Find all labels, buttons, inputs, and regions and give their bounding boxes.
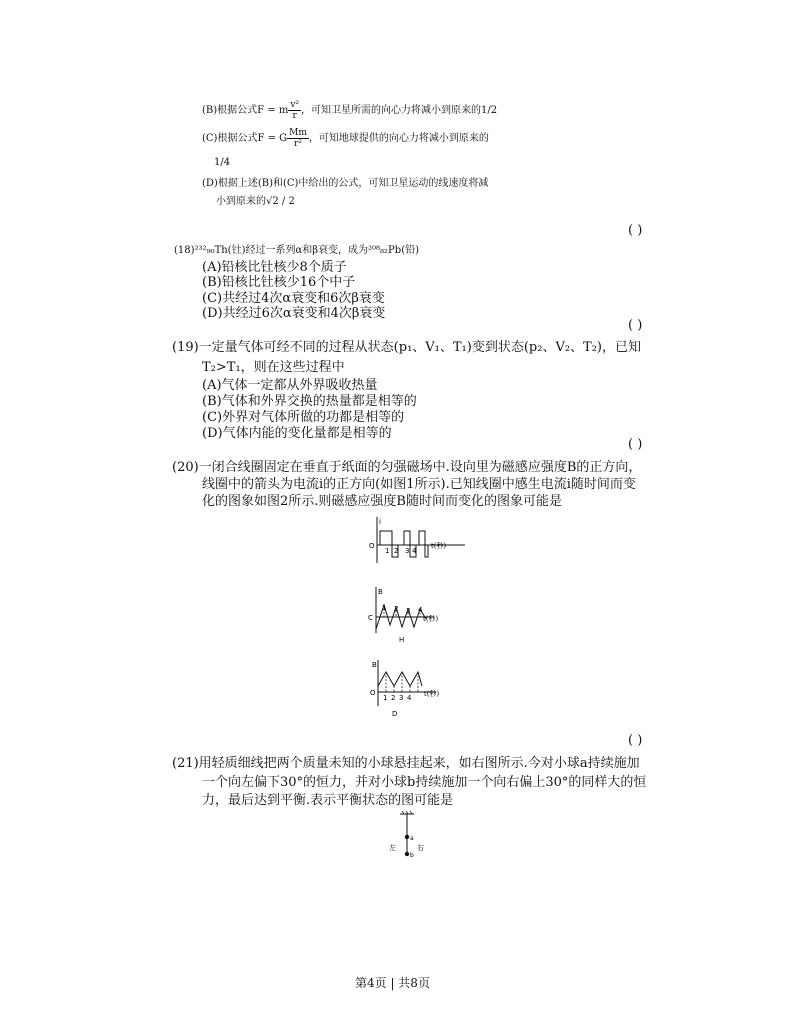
q18-option-c: (C)共经过4次α衰变和6次β衰变 bbox=[202, 291, 385, 306]
fig2-tick-2: 2 bbox=[394, 605, 399, 613]
q20-stem-line2: 线圈中的箭头为电流i的正方向(如图1所示).已知线圈中感生电流i随时间而变 bbox=[202, 477, 636, 492]
label-left: 左 bbox=[389, 844, 396, 852]
q17-b-fraction bbox=[288, 100, 301, 121]
q17-c-numerator: Mm bbox=[289, 128, 307, 138]
q20-stem-line3: 化的图象如图2所示.则磁感应强度B随时间而变化的图象可能是 bbox=[202, 494, 562, 509]
fig1-xlabel: t(秒) bbox=[431, 542, 447, 550]
fig3-tick-4: 4 bbox=[407, 694, 412, 702]
q19-answer-paren: ( ) bbox=[628, 318, 643, 333]
page-footer: 第4页 | 共8页 bbox=[355, 976, 430, 990]
q18-option-b: (B)铅核比钍核少16个中子 bbox=[202, 275, 356, 290]
q17-b-suffix: ，可知卫星所需的向心力将减小到原来的1/2 bbox=[301, 105, 498, 116]
fig2-tick-1: 1 bbox=[382, 604, 387, 612]
q21-stem-line3: 力，最后达到平衡.表示平衡状态的图可能是 bbox=[202, 793, 454, 808]
q17-option-c bbox=[202, 128, 489, 149]
ball-b bbox=[405, 852, 409, 856]
fig1-tick-4: 4 bbox=[412, 547, 417, 555]
fig2-xlabel: t(秒) bbox=[423, 615, 439, 623]
fig2-tick-3: 3 bbox=[406, 607, 411, 615]
q18-option-d: (D)共经过6次α衰变和4次β衰变 bbox=[202, 306, 386, 321]
q17-b-denominator: r bbox=[292, 111, 297, 121]
q19-option-c: (C)外界对气体所做的功都是相等的 bbox=[202, 410, 405, 425]
q17-c-suffix: ，可知地球提供的向心力将减小到原来的 bbox=[308, 133, 489, 144]
q17-b-prefix: (B)根据公式F = m bbox=[202, 105, 289, 116]
fig1-tick-2: 2 bbox=[394, 547, 399, 555]
fig3-caption: D bbox=[392, 710, 398, 718]
q17-option-d-line2: 小到原来的√2 / 2 bbox=[216, 196, 295, 207]
fig1-origin: O bbox=[369, 542, 375, 550]
fig3-xlabel: t(秒) bbox=[424, 690, 440, 698]
fig3-tick-3: 3 bbox=[399, 694, 404, 702]
q19-stem-line2: T₂>T₁，则在这些过程中 bbox=[202, 360, 345, 375]
fig3-ylabel: B bbox=[372, 661, 377, 669]
q17-c-denominator: r² bbox=[294, 139, 302, 149]
label-right: 右 bbox=[417, 844, 424, 852]
fig2-ylabel: B bbox=[378, 588, 383, 596]
q17-c-prefix: (C)根据公式F = G bbox=[202, 133, 288, 144]
fig3-waveform bbox=[378, 672, 422, 686]
q17-option-d-line1: (D)根据上述(B)和(C)中给出的公式，可知卫星运动的线速度将减 bbox=[202, 178, 489, 189]
q17-b-numerator: v² bbox=[290, 100, 300, 110]
q17-c-fraction bbox=[287, 128, 309, 149]
fig2-tick-4: 4 bbox=[418, 606, 423, 614]
q21-answer-paren: ( ) bbox=[628, 733, 643, 748]
fig3-tick-2: 2 bbox=[391, 694, 396, 702]
fig3-tick-1: 1 bbox=[383, 694, 388, 702]
label-b: b bbox=[410, 852, 414, 859]
fig1-ylabel: i bbox=[379, 518, 381, 526]
q20-figure-option-d bbox=[366, 658, 466, 720]
q20-answer-paren: ( ) bbox=[628, 437, 643, 452]
fig1-tick-3: 3 bbox=[405, 547, 410, 555]
q19-option-a: (A)气体一定都从外界吸收热量 bbox=[202, 378, 378, 393]
label-a: a bbox=[410, 835, 414, 842]
q19-stem-line1: (19)一定量气体可经不同的过程从状态(p₁、V₁、T₁)变到状态(p₂、V₂、T₂)，已知 bbox=[172, 340, 642, 355]
q19-option-d: (D)气体内能的变化量都是相等的 bbox=[202, 426, 392, 441]
q17-option-b bbox=[202, 100, 497, 121]
fig1-tick-1: 1 bbox=[385, 547, 390, 555]
q19-option-b: (B)气体和外界交换的热量都是相等的 bbox=[202, 394, 417, 409]
q18-answer-paren: ( ) bbox=[628, 223, 643, 238]
fig2-caption: H bbox=[399, 636, 405, 644]
q18-stem: (18)²³²₉₀Th(钍)经过一系列α和β衰变，成为²⁰⁸₈₂Pb(铅) bbox=[174, 245, 419, 256]
q20-figure-option-h bbox=[362, 585, 462, 645]
fig3-origin: O bbox=[370, 689, 376, 697]
q21-stem-line1: (21)用轻质细线把两个质量未知的小球悬挂起来，如右图所示.今对小球a持续施加 bbox=[172, 756, 640, 771]
q21-figure-pendulum bbox=[384, 810, 434, 864]
q20-stem-line1: (20)一闭合线圈固定在垂直于纸面的匀强磁场中.设向里为磁感应强度B的正方向， bbox=[172, 460, 642, 475]
q17-option-c-cont: 1/4 bbox=[214, 157, 231, 168]
q18-option-a: (A)铅核比钍核少8个质子 bbox=[202, 260, 347, 275]
q21-stem-line2: 一个向左偏下30°的恒力，并对小球b持续施加一个向右偏上30°的同样大的恒 bbox=[202, 775, 647, 790]
q20-figure-current-graph bbox=[365, 515, 470, 565]
fig2-origin: C bbox=[368, 614, 373, 622]
